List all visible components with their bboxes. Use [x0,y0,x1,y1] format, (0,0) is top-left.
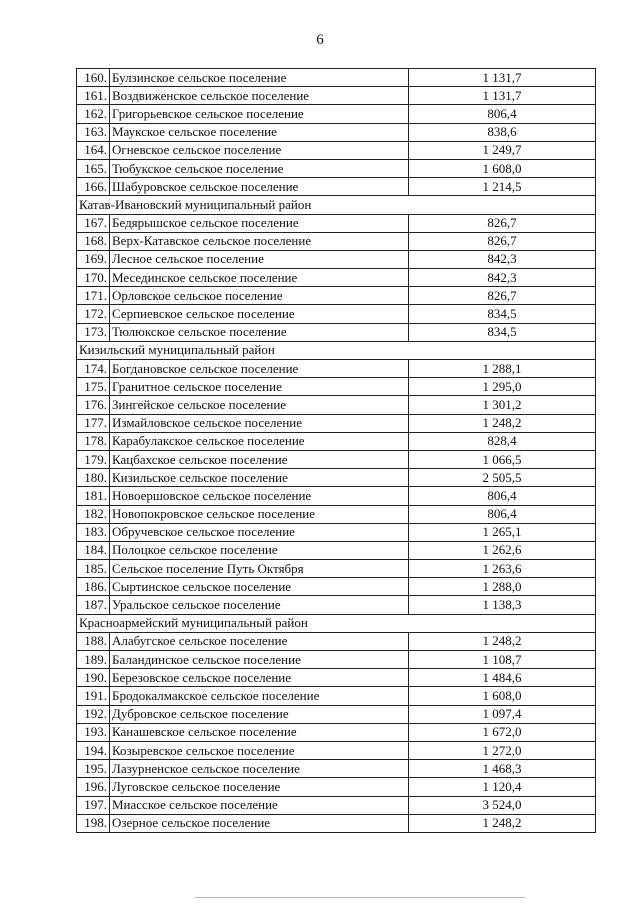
settlement-value: 1 131,7 [409,87,596,105]
table-row [77,105,596,123]
settlement-name: Булзинское сельское поселение [110,69,409,87]
row-number: 160. [77,69,110,87]
settlement-value: 1 131,7 [409,69,596,87]
settlement-value: 806,4 [409,105,596,123]
table-row [77,305,596,323]
settlement-value: 826,7 [409,287,596,305]
table-row [77,760,596,778]
settlement-name: Кизильское сельское поселение [110,469,409,487]
table-row [77,87,596,105]
row-number: 187. [77,596,110,614]
settlement-name: Гранитное сельское поселение [110,378,409,396]
settlement-value: 1 608,0 [409,159,596,177]
settlements-table [76,68,596,833]
settlement-value: 1 248,2 [409,632,596,650]
settlement-name: Огневское сельское поселение [110,141,409,159]
section-row [77,614,596,632]
table-row [77,269,596,287]
settlement-name: Маукское сельское поселение [110,123,409,141]
settlement-name: Измайловское сельское поселение [110,414,409,432]
row-number: 169. [77,250,110,268]
table-row [77,360,596,378]
settlement-name: Козыревское сельское поселение [110,741,409,759]
settlement-value: 1 608,0 [409,687,596,705]
settlement-value: 842,3 [409,250,596,268]
row-number: 183. [77,523,110,541]
settlement-value: 834,5 [409,305,596,323]
page-number: 6 [316,32,324,48]
settlement-value: 1 468,3 [409,760,596,778]
row-number: 185. [77,560,110,578]
table-row [77,651,596,669]
section-row [77,341,596,359]
table-row [77,778,596,796]
settlement-name: Месединское сельское поселение [110,269,409,287]
row-number: 174. [77,360,110,378]
settlement-name: Богдановское сельское поселение [110,360,409,378]
table-row [77,796,596,814]
section-title: Катав-Ивановский муниципальный район [77,196,596,214]
settlement-name: Луговское сельское поселение [110,778,409,796]
row-number: 195. [77,760,110,778]
row-number: 194. [77,741,110,759]
table-row [77,523,596,541]
settlement-name: Зингейское сельское поселение [110,396,409,414]
settlement-name: Новоершовское сельское поселение [110,487,409,505]
table-row [77,487,596,505]
row-number: 170. [77,269,110,287]
settlement-value: 1 265,1 [409,523,596,541]
settlement-name: Сыртинское сельское поселение [110,578,409,596]
table-row [77,705,596,723]
row-number: 162. [77,105,110,123]
settlement-name: Карабулакское сельское поселение [110,432,409,450]
row-number: 175. [77,378,110,396]
row-number: 172. [77,305,110,323]
settlement-name: Григорьевское сельское поселение [110,105,409,123]
table-row [77,232,596,250]
settlement-value: 1 066,5 [409,450,596,468]
settlement-name: Воздвиженское сельское поселение [110,87,409,105]
settlement-name: Шабуровское сельское поселение [110,178,409,196]
settlement-value: 1 108,7 [409,651,596,669]
settlement-value: 826,7 [409,214,596,232]
table-row [77,69,596,87]
table-row [77,723,596,741]
row-number: 171. [77,287,110,305]
row-number: 186. [77,578,110,596]
settlement-value: 838,6 [409,123,596,141]
row-number: 198. [77,814,110,832]
table-row [77,741,596,759]
settlement-name: Верх-Катавское сельское поселение [110,232,409,250]
settlement-name: Миасское сельское поселение [110,796,409,814]
row-number: 178. [77,432,110,450]
settlement-name: Канашевское сельское поселение [110,723,409,741]
row-number: 166. [77,178,110,196]
settlement-value: 1 301,2 [409,396,596,414]
settlement-value: 1 263,6 [409,560,596,578]
table-row [77,414,596,432]
section-title: Кизильский муниципальный район [77,341,596,359]
settlements-table-body [77,69,596,833]
row-number: 161. [77,87,110,105]
table-row [77,378,596,396]
row-number: 196. [77,778,110,796]
settlement-value: 1 484,6 [409,669,596,687]
settlement-name: Тюлюкское сельское поселение [110,323,409,341]
table-row [77,469,596,487]
table-row [77,250,596,268]
row-number: 188. [77,632,110,650]
table-row [77,159,596,177]
settlement-name: Полоцкое сельское поселение [110,541,409,559]
settlement-name: Озерное сельское поселение [110,814,409,832]
table-row [77,432,596,450]
row-number: 173. [77,323,110,341]
settlement-value: 1 672,0 [409,723,596,741]
row-number: 177. [77,414,110,432]
table-row [77,560,596,578]
settlement-value: 3 524,0 [409,796,596,814]
table-row [77,123,596,141]
table-row [77,669,596,687]
settlement-value: 1 272,0 [409,741,596,759]
settlement-value: 2 505,5 [409,469,596,487]
settlement-value: 1 262,6 [409,541,596,559]
table-row [77,687,596,705]
settlement-name: Лесное сельское поселение [110,250,409,268]
table-row [77,323,596,341]
table-row [77,214,596,232]
footer-divider [195,897,525,898]
settlement-value: 1 288,0 [409,578,596,596]
row-number: 164. [77,141,110,159]
row-number: 191. [77,687,110,705]
table-row [77,596,596,614]
row-number: 167. [77,214,110,232]
table-row [77,450,596,468]
settlement-name: Лазурненское сельское поселение [110,760,409,778]
row-number: 189. [77,651,110,669]
settlement-name: Дубровское сельское поселение [110,705,409,723]
settlement-name: Баландинское сельское поселение [110,651,409,669]
table-row [77,141,596,159]
table-row [77,505,596,523]
row-number: 168. [77,232,110,250]
settlement-value: 806,4 [409,487,596,505]
settlement-name: Тюбукское сельское поселение [110,159,409,177]
table-row [77,578,596,596]
settlement-name: Березовское сельское поселение [110,669,409,687]
settlement-value: 1 249,7 [409,141,596,159]
table-row [77,178,596,196]
settlement-value: 1 288,1 [409,360,596,378]
settlement-value: 826,7 [409,232,596,250]
row-number: 165. [77,159,110,177]
table-row [77,814,596,832]
settlement-name: Бедярышское сельское поселение [110,214,409,232]
settlement-name: Сельское поселение Путь Октября [110,560,409,578]
table-row [77,287,596,305]
row-number: 192. [77,705,110,723]
settlement-value: 806,4 [409,505,596,523]
settlement-name: Обручевское сельское поселение [110,523,409,541]
settlement-value: 1 138,3 [409,596,596,614]
table-row [77,541,596,559]
row-number: 179. [77,450,110,468]
settlement-name: Бродокалмакское сельское поселение [110,687,409,705]
settlement-name: Серпиевское сельское поселение [110,305,409,323]
settlement-name: Кацбахское сельское поселение [110,450,409,468]
row-number: 181. [77,487,110,505]
row-number: 163. [77,123,110,141]
settlement-name: Уральское сельское поселение [110,596,409,614]
settlement-name: Орловское сельское поселение [110,287,409,305]
settlement-name: Алабугское сельское поселение [110,632,409,650]
row-number: 197. [77,796,110,814]
settlement-value: 828,4 [409,432,596,450]
table-row [77,632,596,650]
settlement-value: 842,3 [409,269,596,287]
row-number: 190. [77,669,110,687]
settlement-name: Новопокровское сельское поселение [110,505,409,523]
settlement-value: 834,5 [409,323,596,341]
section-title: Красноармейский муниципальный район [77,614,596,632]
row-number: 182. [77,505,110,523]
row-number: 184. [77,541,110,559]
row-number: 180. [77,469,110,487]
table-row [77,396,596,414]
settlement-value: 1 295,0 [409,378,596,396]
row-number: 176. [77,396,110,414]
settlement-value: 1 120,4 [409,778,596,796]
row-number: 193. [77,723,110,741]
settlement-value: 1 214,5 [409,178,596,196]
settlement-value: 1 248,2 [409,814,596,832]
section-row [77,196,596,214]
settlement-value: 1 248,2 [409,414,596,432]
settlement-value: 1 097,4 [409,705,596,723]
